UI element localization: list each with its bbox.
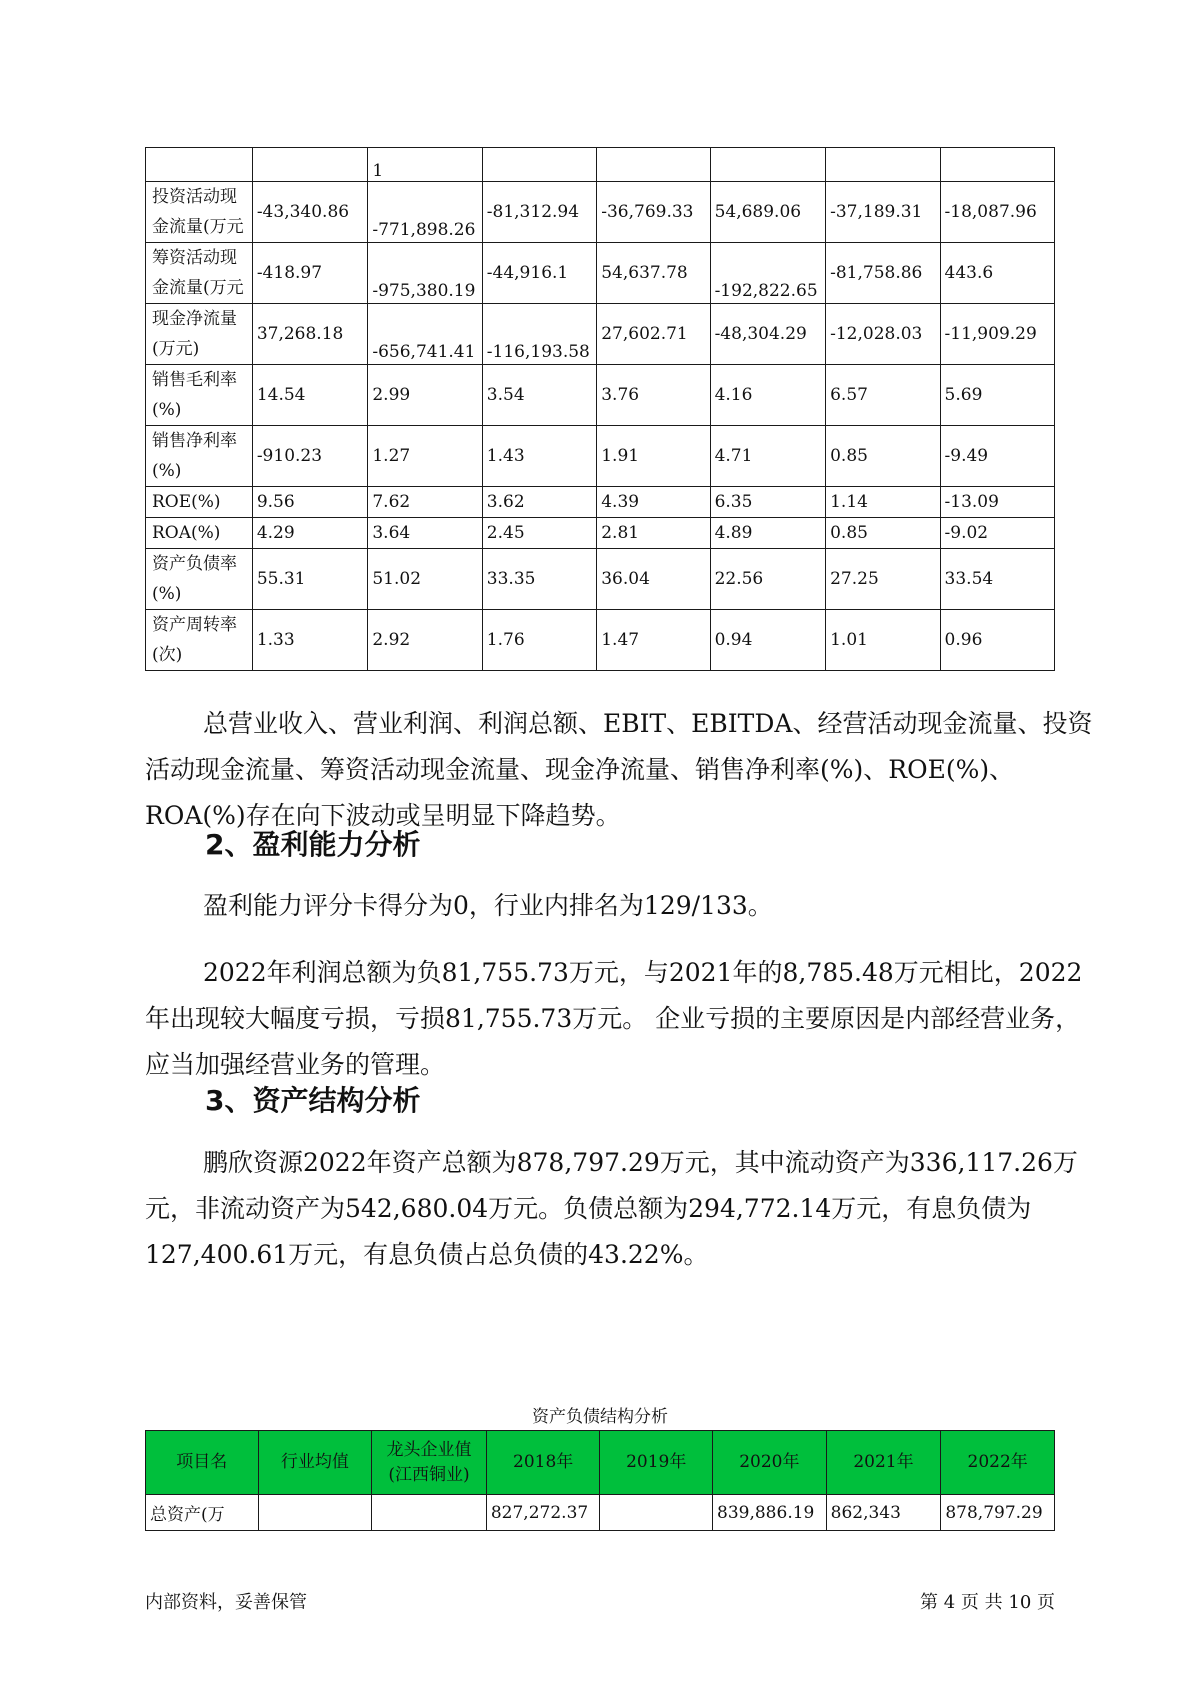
cell-value: 4.16	[710, 365, 826, 426]
cell-value: 3.62	[482, 487, 596, 518]
cell-value: 37,268.18	[252, 304, 368, 365]
cell-value: 1.14	[826, 487, 940, 518]
cell-value: 54,637.78	[597, 243, 710, 304]
cell-value: -9.49	[940, 426, 1054, 487]
cell-value: 55.31	[252, 549, 368, 610]
cell-value: 6.57	[826, 365, 940, 426]
table-row	[146, 148, 1055, 182]
footer-confidential-note: 内部资料，妥善保管	[145, 1592, 307, 1613]
cell-value: 0.96	[940, 610, 1054, 671]
cell-value: 827,272.37	[486, 1495, 600, 1531]
cell-value	[710, 148, 826, 182]
cell-value: 1	[368, 148, 482, 182]
cell-value	[826, 148, 940, 182]
cell-value: 6.35	[710, 487, 826, 518]
cell-value: 7.62	[368, 487, 482, 518]
cell-value: 36.04	[597, 549, 710, 610]
cell-value: -116,193.58	[482, 304, 596, 365]
cell-value: 1.33	[252, 610, 368, 671]
cell-value	[940, 148, 1054, 182]
page-number: 第 4 页 共 10 页	[920, 1592, 1055, 1613]
cell-value: -656,741.41	[368, 304, 482, 365]
cell-value: 4.29	[252, 518, 368, 549]
cell-value: 4.89	[710, 518, 826, 549]
column-header: 2019年	[600, 1431, 713, 1495]
table-row	[146, 304, 1055, 365]
cell-value: 33.54	[940, 549, 1054, 610]
trend-paragraph: 总营业收入、营业利润、利润总额、EBIT、EBITDA、经营活动现金流量、投资活动现金流量、筹资活动现金流量、现金净流量、销售净利率(%)、ROE(%)、ROA(%)存在向下波动或呈明显下降趋势。	[145, 709, 1093, 830]
row-label	[146, 148, 253, 182]
cell-value: -13.09	[940, 487, 1054, 518]
profit-paragraph: 2022年利润总额为负81,755.73万元，与2021年的8,785.48万元相比，2022年出现较大幅度亏损，亏损81,755.73万元。 企业亏损的主要原因是内部经营业务，应当加强经营业务的管理。	[145, 958, 1083, 1079]
cell-value	[482, 148, 596, 182]
cell-value	[372, 1495, 487, 1531]
cell-value: -81,312.94	[482, 182, 596, 243]
table-row	[146, 182, 1055, 243]
cell-value: 4.39	[597, 487, 710, 518]
cell-value: -44,916.1	[482, 243, 596, 304]
row-label: 现金净流量(万元)	[146, 304, 253, 365]
cell-value: 54,689.06	[710, 182, 826, 243]
section-heading-profitability: 2、盈利能力分析	[205, 828, 421, 861]
table-row	[146, 365, 1055, 426]
row-label: ROE(%)	[146, 487, 253, 518]
column-header: 行业均值	[258, 1431, 372, 1495]
cell-value	[258, 1495, 372, 1531]
cell-value: 3.76	[597, 365, 710, 426]
cell-value: -18,087.96	[940, 182, 1054, 243]
cell-value: 2.92	[368, 610, 482, 671]
cell-value: 2.81	[597, 518, 710, 549]
table-row	[146, 487, 1055, 518]
row-label: 筹资活动现金流量(万元	[146, 243, 253, 304]
table-row	[146, 1495, 1055, 1531]
cell-value: 4.71	[710, 426, 826, 487]
cell-value: 1.76	[482, 610, 596, 671]
cell-value: 9.56	[252, 487, 368, 518]
cell-value: -43,340.86	[252, 182, 368, 243]
row-label: 资产负债率(%)	[146, 549, 253, 610]
cell-value: -771,898.26	[368, 182, 482, 243]
financial-indicators-table	[145, 147, 1055, 671]
column-header: 2021年	[826, 1431, 941, 1495]
cell-value: 0.85	[826, 518, 940, 549]
table-row	[146, 426, 1055, 487]
cell-value: 1.91	[597, 426, 710, 487]
cell-value: -48,304.29	[710, 304, 826, 365]
cell-value	[252, 148, 368, 182]
row-label: 资产周转率(次)	[146, 610, 253, 671]
row-label: 销售毛利率(%)	[146, 365, 253, 426]
balance-sheet-structure-table	[145, 1430, 1055, 1531]
cell-value: 2.45	[482, 518, 596, 549]
column-header: 龙头企业值(江西铜业)	[372, 1431, 487, 1495]
cell-value: -11,909.29	[940, 304, 1054, 365]
cell-value: 839,886.19	[713, 1495, 827, 1531]
cell-value: 3.64	[368, 518, 482, 549]
cell-value: -37,189.31	[826, 182, 940, 243]
column-header: 2022年	[941, 1431, 1055, 1495]
row-label: 销售净利率(%)	[146, 426, 253, 487]
assets-paragraph: 鹏欣资源2022年资产总额为878,797.29万元，其中流动资产为336,117.26万元，非流动资产为542,680.04万元。负债总额为294,772.14万元，有息负债为127,400.61万元，有息负债占总负债的43.22%。	[145, 1148, 1078, 1269]
cell-value: 5.69	[940, 365, 1054, 426]
cell-value: 27,602.71	[597, 304, 710, 365]
table-row	[146, 518, 1055, 549]
cell-value: -910.23	[252, 426, 368, 487]
cell-value: -12,028.03	[826, 304, 940, 365]
cell-value: 1.47	[597, 610, 710, 671]
table-row	[146, 610, 1055, 671]
cell-value: 878,797.29	[941, 1495, 1055, 1531]
row-label: 投资活动现金流量(万元	[146, 182, 253, 243]
cell-value: 1.01	[826, 610, 940, 671]
cell-value: 0.85	[826, 426, 940, 487]
column-header: 项目名	[146, 1431, 259, 1495]
cell-value	[600, 1495, 713, 1531]
cell-value: -975,380.19	[368, 243, 482, 304]
row-label: ROA(%)	[146, 518, 253, 549]
cell-value: 27.25	[826, 549, 940, 610]
section-heading-asset-structure: 3、资产结构分析	[205, 1084, 421, 1117]
cell-value: 443.6	[940, 243, 1054, 304]
cell-value: 862,343	[826, 1495, 941, 1531]
score-paragraph: 盈利能力评分卡得分为0，行业内排名为129/133。	[203, 891, 773, 920]
cell-value: 22.56	[710, 549, 826, 610]
cell-value: 14.54	[252, 365, 368, 426]
cell-value: 1.43	[482, 426, 596, 487]
cell-value: 51.02	[368, 549, 482, 610]
cell-value: -9.02	[940, 518, 1054, 549]
cell-value: 1.27	[368, 426, 482, 487]
table-row	[146, 549, 1055, 610]
table-row	[146, 243, 1055, 304]
table-header-row	[146, 1431, 1055, 1495]
cell-value	[597, 148, 710, 182]
cell-value: 33.35	[482, 549, 596, 610]
cell-value: 2.99	[368, 365, 482, 426]
cell-value: -81,758.86	[826, 243, 940, 304]
cell-value: -192,822.65	[710, 243, 826, 304]
cell-value: -36,769.33	[597, 182, 710, 243]
cell-value: 0.94	[710, 610, 826, 671]
column-header: 2020年	[713, 1431, 827, 1495]
cell-value: -418.97	[252, 243, 368, 304]
row-label: 总资产(万	[146, 1495, 259, 1531]
column-header: 2018年	[486, 1431, 600, 1495]
table-caption: 资产负债结构分析	[532, 1407, 668, 1427]
cell-value: 3.54	[482, 365, 596, 426]
